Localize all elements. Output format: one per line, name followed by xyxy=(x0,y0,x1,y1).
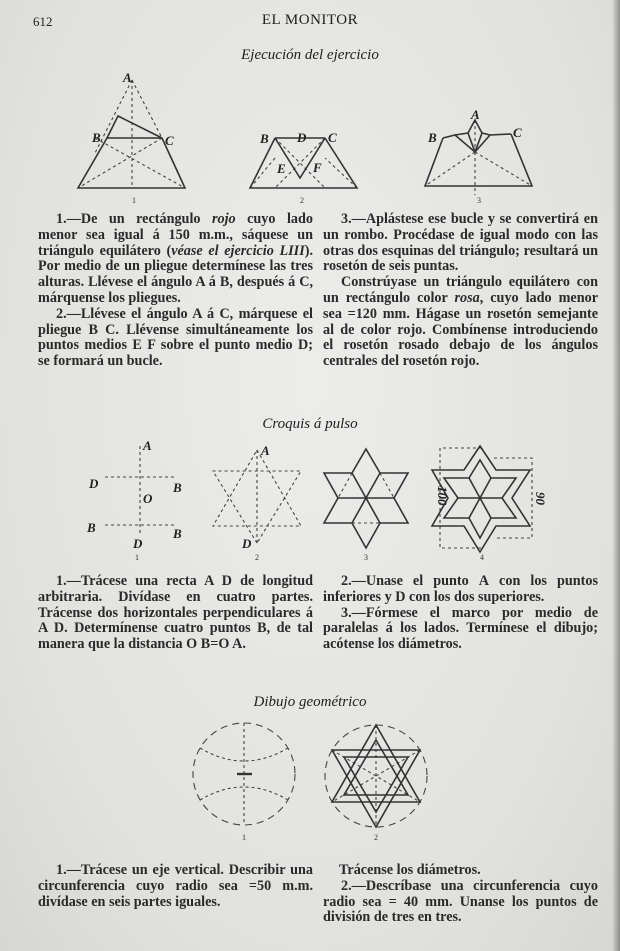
text-column-left xyxy=(38,574,313,653)
figure-caption: 2 xyxy=(300,196,304,205)
running-title: EL MONITOR xyxy=(261,12,359,28)
fig-label: D xyxy=(133,536,143,551)
text-column-right xyxy=(323,212,598,370)
text-run: Constrúyase un triángulo equilátero con un rectángulo color xyxy=(323,274,598,306)
section-title-croquis: Croquis á pulso xyxy=(262,416,358,432)
fig-label: A xyxy=(123,70,132,85)
fig-label: E xyxy=(277,161,286,176)
fig-label: D xyxy=(242,536,252,551)
fig-label: D xyxy=(89,476,99,491)
figure-fold-2 xyxy=(245,70,365,205)
fig-label: B xyxy=(92,130,101,145)
text-run: 2.—Llévese el ángulo A á C, márquese el pliegue B C. Llévense simultáneamente los puntos medios E F sobre el punto medio D; se formará un bucle. xyxy=(38,305,313,370)
text-column-left xyxy=(38,212,313,370)
fig-label: B xyxy=(173,526,182,541)
fig-label: F xyxy=(313,160,322,175)
paragraph xyxy=(38,307,313,370)
text-run: 1.—De un rectángulo xyxy=(56,211,212,227)
fig-label: A xyxy=(261,443,270,458)
figure-caption: 3 xyxy=(364,553,368,562)
figure-sketch-3 xyxy=(318,440,418,560)
figure-geometric-1 xyxy=(192,720,302,840)
fig-label: D xyxy=(297,130,307,145)
text-run: con los puntos inferiores y D con los dos superiores. xyxy=(323,573,598,605)
text-run-italic: véase el ejercicio LIII xyxy=(171,242,305,259)
fig-label: C xyxy=(165,133,174,148)
text-run-italic: rosa xyxy=(454,289,480,306)
dimension-label: 90 xyxy=(533,492,548,505)
fig-label: B xyxy=(87,520,96,535)
figure-caption: 4 xyxy=(480,553,484,562)
dimension-label: 100 xyxy=(435,486,450,506)
fig-label: A xyxy=(471,107,480,122)
paragraph xyxy=(38,863,313,910)
text-column-right xyxy=(323,574,598,653)
paragraph xyxy=(323,606,598,653)
section-title-dibujo: Dibujo geométrico xyxy=(253,694,367,710)
text-run-bold: A xyxy=(478,573,489,589)
figure-caption: 1 xyxy=(242,833,246,842)
fig-label: B xyxy=(260,131,269,146)
text-run: 2.—Unase el punto xyxy=(341,573,479,589)
fig-label: C xyxy=(513,125,522,140)
text-column-left xyxy=(38,863,313,910)
page-edge-shadow xyxy=(612,0,620,951)
paragraph xyxy=(323,863,598,879)
figure-fold-3 xyxy=(420,70,540,205)
text-run: , cuyo lado menor sea =120 mm. Hágase un rosetón semejante al de color rojo. Combínense introduciendo el rosetón rosado debajo de los ángulos centrales del rosetón rojo. xyxy=(323,289,598,370)
paragraph xyxy=(323,275,598,370)
text-run: 3.—Fórmese el marco por medio de paralelas á los lados. Termínese el dibujo; acótense los diámetros. xyxy=(323,604,598,653)
paragraph xyxy=(323,212,598,275)
fig-label: O xyxy=(143,491,153,506)
paragraph xyxy=(323,879,598,926)
figure-fold-1 xyxy=(70,70,200,205)
figure-caption: 2 xyxy=(255,553,259,562)
text-run: 3.—Aplástese ese bucle y se convertirá en un rombo. Procédase de igual modo con las otras dos esquinas del triángulo; resultará un rosetón de seis puntas. xyxy=(323,211,598,275)
figure-sketch-1 xyxy=(85,440,195,560)
figure-caption: 1 xyxy=(132,196,136,205)
figure-sketch-4 xyxy=(432,440,548,562)
paragraph xyxy=(323,574,598,606)
fig-label: A xyxy=(143,438,152,453)
page-number: 612 xyxy=(33,14,53,29)
text-run: 2.—Descríbase una circunferencia cuyo radio sea = 40 mm. Unanse los puntos de división de tres en tres. xyxy=(323,877,598,926)
section-title-ejecucion: Ejecución del ejercicio xyxy=(241,47,379,63)
figure-sketch-2 xyxy=(205,440,305,560)
fig-label: B xyxy=(173,480,182,495)
text-run: ). Por medio de un pliegue determínese las tres alturas. Llévese el ángulo A á B, después á C, márquense los pliegues. xyxy=(38,242,313,306)
text-run-italic: rojo xyxy=(211,211,236,227)
fig-label: C xyxy=(328,130,337,145)
paragraph xyxy=(38,212,313,307)
figure-caption: 2 xyxy=(374,833,378,842)
paragraph xyxy=(38,574,313,653)
fig-label: B xyxy=(428,130,437,145)
text-run: cuyo lado menor sea igual á 150 m.m., sáquese un triángulo equilátero ( xyxy=(38,211,313,259)
text-run: 1.—Trácese un eje vertical. Describir una circunferencia cuyo radio sea =50 m.m. divídase en seis partes iguales. xyxy=(38,862,313,910)
figure-geometric-2 xyxy=(322,720,437,840)
text-run: Trácense los diámetros. xyxy=(339,862,481,878)
text-run: 1.—Trácese una recta A D de longitud arbitraria. Divídase en cuatro partes. Trácense dos horizontales perpendiculares á A D. Determínense cuatro puntos B, de tal manera que la distancia O B=O A. xyxy=(38,573,313,653)
figure-caption: 3 xyxy=(477,196,481,205)
text-column-right xyxy=(323,863,598,926)
figure-caption: 1 xyxy=(135,553,139,562)
